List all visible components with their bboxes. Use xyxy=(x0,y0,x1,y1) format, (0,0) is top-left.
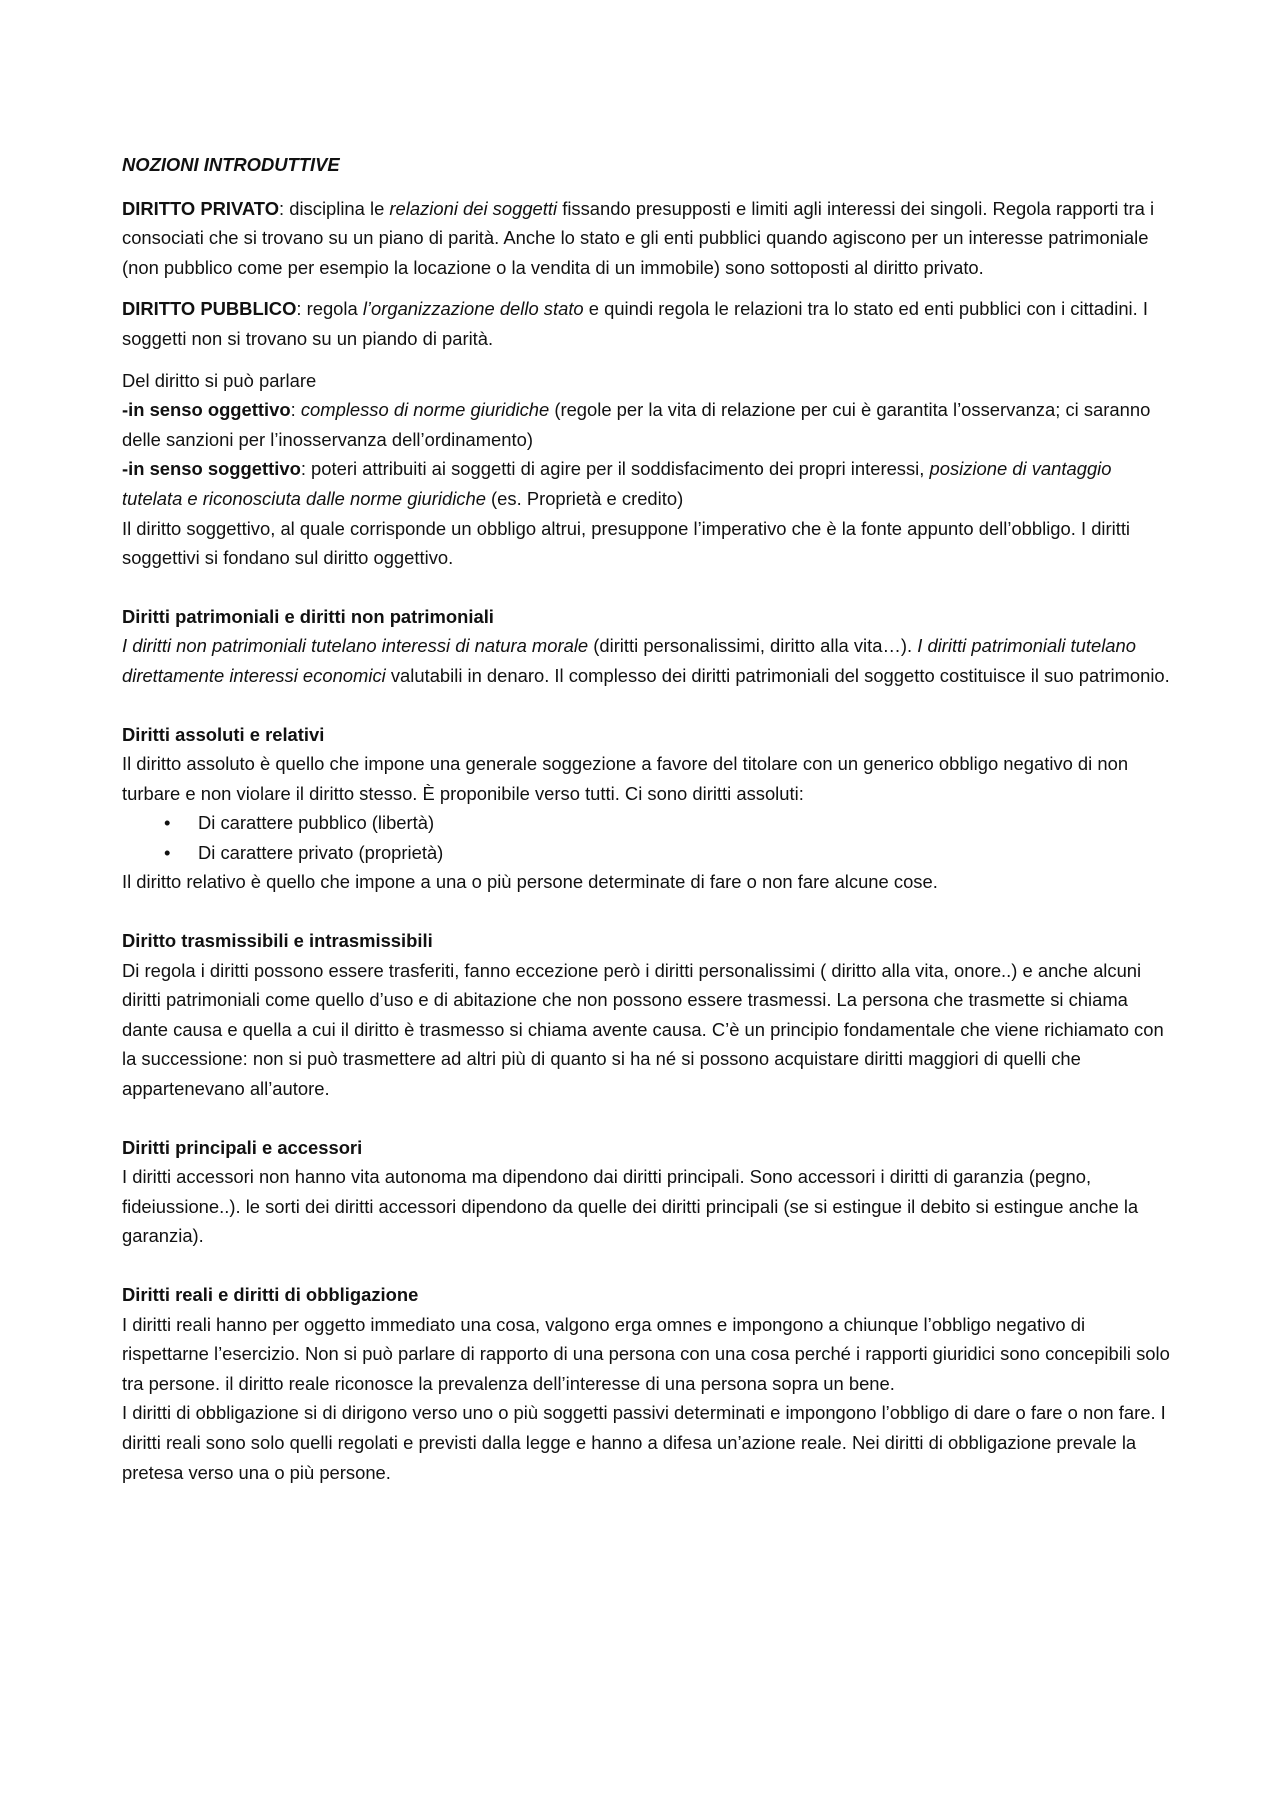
paragraph-diritto-privato: DIRITTO PRIVATO: disciplina le relazioni dei soggetti fissando presupposti e limiti agli interessi dei singoli. Regola rapporti tra i consociati che si trovano su un piano di parità. Anche lo stato e gli enti pubblici quando agiscono per un interesse patrimoniale (non pubblico come per esempio la locazione o la vendita di un immobile) sono sottoposti al diritto privato. xyxy=(122,197,1155,278)
section-body: I diritti non patrimoniali tutelano interessi di natura morale (diritti personalissimi, diritto alla vita…). I diritti patrimoniali tutelano direttamente interessi economici valutabili in denaro. Il complesso dei diritti patrimoniali del soggetto costituisce il suo patrimonio. xyxy=(122,635,1170,686)
block-senso xyxy=(122,366,1172,573)
section-patrimoniali xyxy=(122,602,1172,691)
section-body: Di regola i diritti possono essere trasferiti, fanno eccezione però i diritti personalissimi ( diritto alla vita, onore..) e anche alcuni diritti patrimoniali come quello d’uso e di abitazione che non possono essere trasmessi. La persona che trasmette si chiama dante causa e quella a cui il diritto è trasmesso si chiama avente causa. C’è un principio fondamentale che viene richiamato con la successione: non si può trasmettere ad altri più di quanto si ha né si possono acquistare diritti maggiori di quelli che appartenevano all’autore. xyxy=(122,959,1164,1100)
section-heading: Diritti patrimoniali e diritti non patrimoniali xyxy=(122,605,494,627)
list-item: • Di carattere pubblico (libertà) xyxy=(122,808,1172,838)
paragraph-diritto-pubblico: DIRITTO PUBBLICO: regola l’organizzazione dello stato e quindi regola le relazioni tra lo stato ed enti pubblici con i cittadini. I soggetti non si trovano su un piando di parità. xyxy=(122,298,1148,349)
section-body: I diritti accessori non hanno vita autonoma ma dipendono dai diritti principali. Sono accessori i diritti di garanzia (pegno, fideiussione..). le sorti dei diritti accessori dipendono da quelle dei diritti principali (se si estingue il debito si estingue anche la garanzia). xyxy=(122,1166,1139,1247)
bullet-icon: • xyxy=(164,841,171,863)
section-reali xyxy=(122,1280,1172,1487)
section-heading: Diritti assoluti e relativi xyxy=(122,723,325,745)
senso-oggettivo: -in senso oggettivo: complesso di norme giuridiche (regole per la vita di relazione per cui è garantita l’osservanza; ci saranno delle sanzioni per l’inosservanza dell’ordinamento) xyxy=(122,399,1151,450)
term-diritto-privato: DIRITTO PRIVATO xyxy=(122,197,280,219)
section-principali xyxy=(122,1133,1172,1251)
senso-intro: Del diritto si può parlare xyxy=(122,369,317,391)
senso-closing: Il diritto soggettivo, al quale corrisponde un obbligo altrui, presuppone l’imperativo che è la fonte appunto dell’obbligo. I diritti soggettivi si fondano sul diritto oggettivo. xyxy=(122,517,1131,569)
bullet-icon: • xyxy=(164,812,171,834)
section-assoluti xyxy=(122,720,1172,898)
section-body: I diritti reali hanno per oggetto immediato una cosa, valgono erga omnes e impongono a chiunque l’obbligo negativo di rispettarne l’esercizio. Non si può parlare di rapporto di una persona con una cosa perché i rapporti giuridici sono concepibili solo tra persone. il diritto reale riconosce la prevalenza dell’interesse di una persona sopra un bene. xyxy=(122,1313,1170,1394)
document-page xyxy=(122,150,1172,1487)
section-body-2: I diritti di obbligazione si di dirigono verso uno o più soggetti passivi determinati e impongono l’obbligo di dare o fare o non fare. I diritti reali sono solo quelli regolati e previsti dalla legge e hanno a difesa un’azione reale. Nei diritti di obbligazione prevale la pretesa verso una o più persone. xyxy=(122,1402,1166,1483)
page-title: NOZIONI INTRODUTTIVE xyxy=(122,154,340,175)
section-closing: Il diritto relativo è quello che impone a una o più persone determinate di fare o non fare alcune cose. xyxy=(122,871,938,893)
section-trasmissibili xyxy=(122,926,1172,1104)
term-diritto-pubblico: DIRITTO PUBBLICO xyxy=(122,298,297,320)
list-item: • Di carattere privato (proprietà) xyxy=(122,838,1172,868)
section-body: Il diritto assoluto è quello che impone una generale soggezione a favore del titolare con un generico obbligo negativo di non turbare e non violare il diritto stesso. È proponibile verso tutti. Ci sono diritti assoluti: xyxy=(122,753,1129,804)
section-heading: Diritti principali e accessori xyxy=(122,1136,363,1158)
bullet-list xyxy=(122,808,1172,867)
section-heading: Diritto trasmissibili e intrasmissibili xyxy=(122,930,433,952)
section-heading: Diritti reali e diritti di obbligazione xyxy=(122,1284,419,1305)
senso-soggettivo: -in senso soggettivo: poteri attribuiti ai soggetti di agire per il soddisfacimento dei propri interessi, posizione di vantaggio tutelata e riconosciuta dalle norme giuridiche (es. Proprietà e credito) xyxy=(122,458,1112,509)
